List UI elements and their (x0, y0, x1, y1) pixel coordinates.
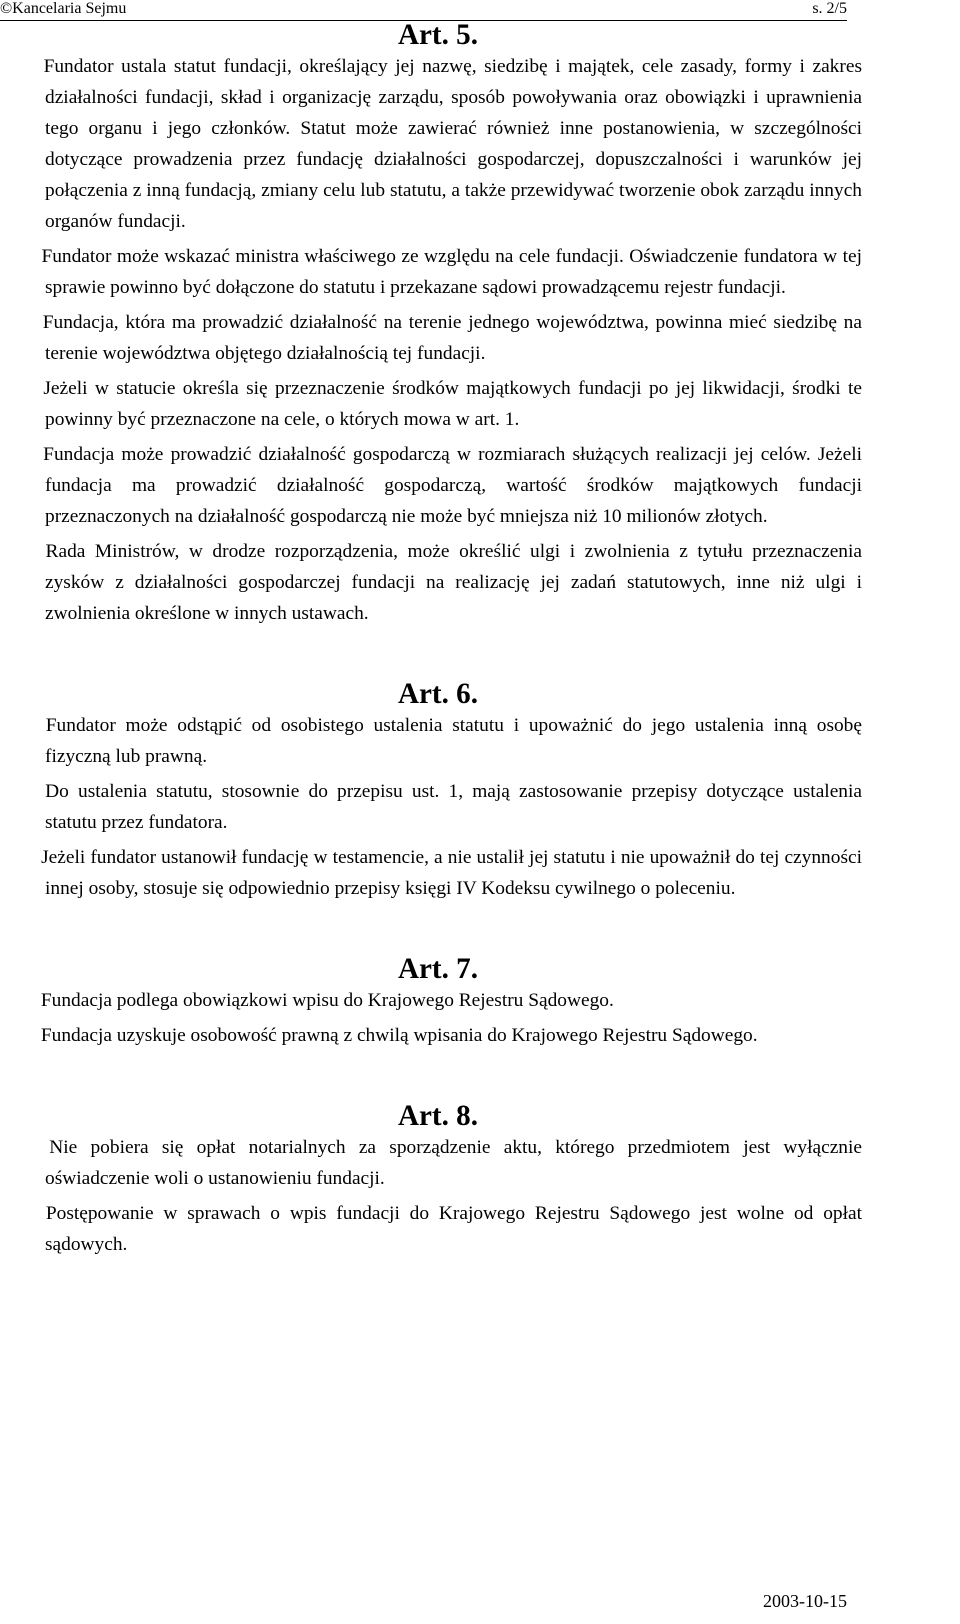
paragraph-number (14, 307, 36, 338)
article-paragraph (14, 1020, 862, 1051)
page-header (0, 0, 847, 20)
article-paragraph (14, 307, 862, 369)
article-paragraph (14, 536, 862, 629)
paragraph-number (14, 536, 36, 567)
article-paragraph (14, 51, 862, 237)
article-6 (14, 679, 862, 904)
article-paragraph (14, 1132, 862, 1194)
header-publisher: ©Kancelaria Sejmu (0, 0, 127, 17)
paragraph-text: Postępowanie w sprawach o wpis fundacji do Krajowego Rejestru Sądowego jest wolne od opłat sądowych. (45, 1203, 862, 1255)
article-5 (14, 20, 862, 629)
footer-date: 2003-10-15 (763, 1591, 847, 1611)
article-8 (14, 1101, 862, 1260)
paragraph-number (14, 373, 36, 404)
paragraph-text: Nie pobiera się opłat notarialnych za sporządzenie aktu, którego przedmiotem jest wyłącznie oświadczenie woli o ustanowieniu fundacji. (45, 1137, 862, 1189)
paragraph-text: Fundator może odstąpić od osobistego ustalenia statutu i upoważnić do jego ustalenia inną osobę fizyczną lub prawną. (45, 715, 862, 767)
paragraph-text: Jeżeli w statucie określa się przeznaczenie środków majątkowych fundacji po jej likwidacji, środki te powinny być przeznaczone na cele, o których mowa w art. 1. (43, 378, 862, 430)
paragraph-text: Fundator może wskazać ministra właściwego ze względu na cele fundacji. Oświadczenie fundatora w tej sprawie powinno być dołączone do statutu i przekazane sądowi prowadzącemu rejestr fundacji. (41, 246, 862, 298)
article-title: Art. 8. (398, 1100, 478, 1132)
article-title: Art. 5. (398, 19, 478, 51)
article-paragraph (14, 439, 862, 532)
paragraph-number (14, 241, 36, 272)
paragraph-number (14, 710, 36, 741)
paragraph-number (14, 776, 36, 807)
article-paragraph (14, 842, 862, 904)
paragraph-number (14, 1198, 36, 1229)
article-paragraph (14, 985, 862, 1016)
paragraph-number (14, 1132, 36, 1163)
paragraph-text: Fundacja, która ma prowadzić działalność na terenie jednego województwa, powinna mieć siedzibę na terenie województwa objętego działalnością tej fundacji. (42, 312, 862, 364)
article-paragraph (14, 710, 862, 772)
paragraph-number (14, 51, 36, 82)
paragraph-text: Do ustalenia statutu, stosownie do przepisu ust. 1, mają zastosowanie przepisy dotyczące ustalenia statutu przez fundatora. (45, 781, 862, 833)
article-paragraph (14, 776, 862, 838)
paragraph-number (14, 439, 36, 470)
article-paragraph (14, 373, 862, 435)
article-title: Art. 6. (398, 678, 478, 710)
header-page-number: s. 2/5 (812, 0, 847, 17)
paragraph-text: Fundacja uzyskuje osobowość prawną z chwilą wpisania do Krajowego Rejestru Sądowego. (40, 1025, 758, 1046)
article-7 (14, 954, 862, 1051)
article-title: Art. 7. (398, 953, 478, 985)
paragraph-number (14, 985, 36, 1016)
paragraph-number (14, 1020, 36, 1051)
paragraph-number (14, 842, 36, 873)
article-paragraph (14, 1198, 862, 1260)
document-body (14, 20, 862, 1264)
paragraph-text: Jeżeli fundator ustanowił fundację w testamencie, a nie ustalił jej statutu i nie upoważnił do tej czynności innej osoby, stosuje się odpowiednio przepisy księgi IV Kodeksu cywilnego o poleceniu. (41, 847, 862, 899)
paragraph-text: Fundacja może prowadzić działalność gospodarczą w rozmiarach służących realizacji jej celów. Jeżeli fundacja ma prowadzić działalność gospodarczą, wartość środków majątkowych fundacji przeznaczonych na działalność gospodarczą nie może być mniejsza niż 10 milionów złotych. (43, 444, 862, 527)
paragraph-text: Fundacja podlega obowiązkowi wpisu do Krajowego Rejestru Sądowego. (40, 990, 614, 1011)
paragraph-text: Fundator ustala statut fundacji, określający jej nazwę, siedzibę i majątek, cele zasady, formy i zakres działalności fundacji, skład i organizację zarządu, sposób powoływania oraz obowiązki i uprawnienia tego organu i jego członków. Statut może zawierać również inne postanowienia, w szczególności dotyczące prowadzenia przez fundację działalności gospodarczej, dopuszczalności i warunków jej połączenia z inną fundacją, zmiany celu lub statutu, a także przewidywać tworzenie obok zarządu innych organów fundacji. (43, 56, 862, 232)
paragraph-text: Rada Ministrów, w drodze rozporządzenia, może określić ulgi i zwolnienia z tytułu przeznaczenia zysków z działalności gospodarczej fundacji na realizację jej zadań statutowych, inne niż ulgi i zwolnienia określone w innych ustawach. (45, 541, 862, 624)
article-paragraph (14, 241, 862, 303)
